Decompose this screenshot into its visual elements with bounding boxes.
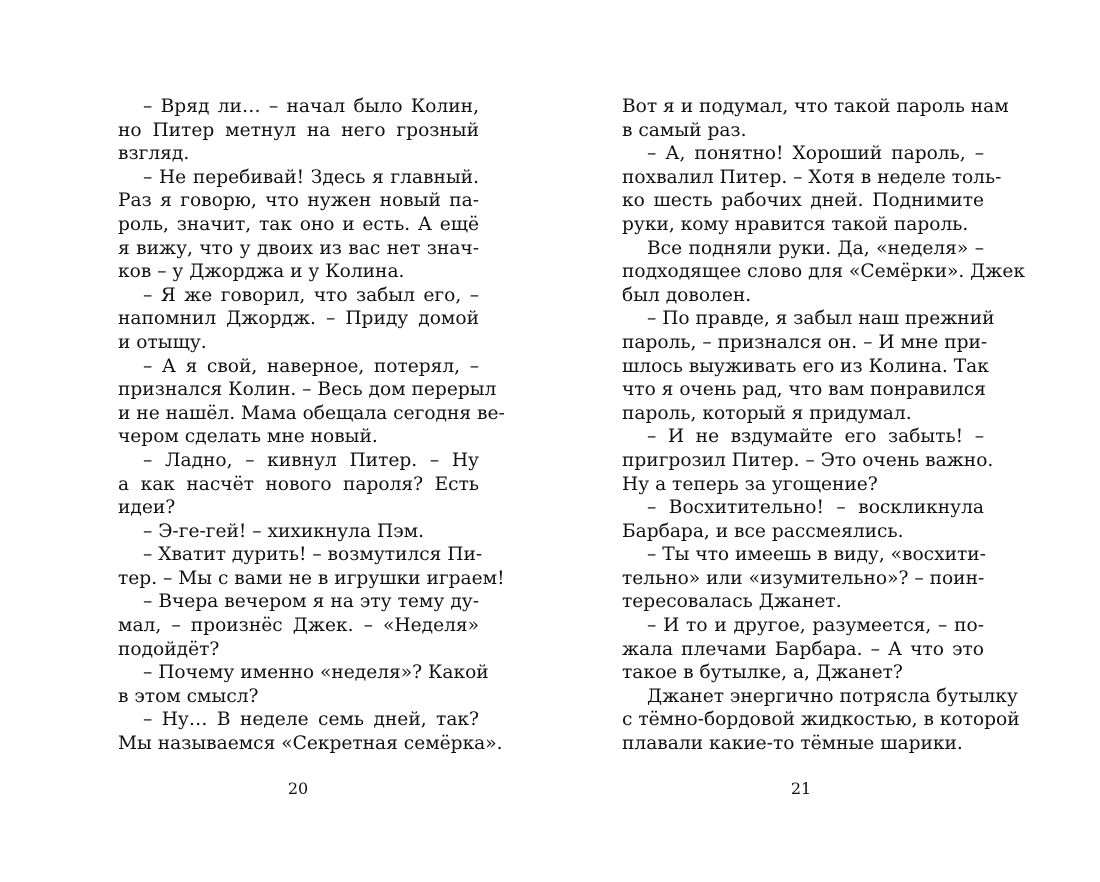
text-line: плавали какие-то тёмные шарики. bbox=[622, 733, 963, 755]
text-line: Мы называемся «Секретная семёрка». bbox=[118, 733, 503, 755]
text-line: подходящее слово для «Семёрки». Джек bbox=[622, 261, 1026, 283]
text-line: я вижу, что у двоих из вас нет знач- bbox=[118, 237, 479, 259]
text-line: в этом смысл? bbox=[118, 685, 259, 707]
text-line: жала плечами Барбара. – А что это bbox=[622, 638, 984, 660]
text-line: – Ладно, – кивнул Питер. – Ну bbox=[143, 449, 479, 471]
text-line: – Восхитительно! – воскликнула bbox=[647, 497, 984, 519]
text-line: чером сделать мне новый. bbox=[118, 426, 378, 448]
text-line: пригрозил Питер. – Это очень важно. bbox=[622, 449, 994, 471]
left-page-text bbox=[118, 95, 505, 756]
text-line: мал, – произнёс Джек. – «Неделя» bbox=[118, 615, 479, 637]
text-line: Раз я говорю, что нужен новый па- bbox=[118, 190, 479, 212]
text-line: – Ты что имеешь в виду, «восхити- bbox=[647, 544, 986, 566]
text-line: и отыщу. bbox=[118, 331, 207, 353]
text-line: роль, значит, так оно и есть. А ещё bbox=[118, 213, 479, 235]
text-line: шлось выуживать его из Колина. Так bbox=[622, 355, 989, 377]
text-line: с тёмно-бордовой жидкостью, в которой bbox=[622, 709, 1020, 731]
right-page-text bbox=[622, 95, 1026, 756]
text-line: – Ну… В неделе семь дней, так? bbox=[143, 709, 479, 731]
text-line: – И не вздумайте его забыть! – bbox=[647, 426, 984, 448]
text-line: тересовалась Джанет. bbox=[622, 591, 842, 613]
text-line: и не нашёл. Мама обещала сегодня ве- bbox=[118, 402, 505, 424]
left-page-number: 20 bbox=[287, 779, 309, 798]
text-line: подойдёт? bbox=[118, 638, 220, 660]
text-line: Все подняли руки. Да, «неделя» – bbox=[647, 237, 984, 259]
text-line: ков – у Джорджа и у Колина. bbox=[118, 261, 405, 283]
text-line: – Почему именно «неделя»? Какой bbox=[143, 662, 489, 684]
text-line: – Я же говорил, что забыл его, – bbox=[143, 284, 479, 306]
right-page-number: 21 bbox=[790, 779, 812, 798]
text-line: – А я свой, наверное, потерял, – bbox=[143, 355, 479, 377]
text-line: – Вряд ли… – начал было Колин, bbox=[143, 96, 479, 117]
text-line: но Питер метнул на него грозный bbox=[118, 119, 479, 141]
text-line: пароль, – признался он. – И мне при- bbox=[622, 331, 988, 353]
text-line: – Не перебивай! Здесь я главный. bbox=[143, 166, 479, 188]
text-line: тер. – Мы с вами не в игрушки играем! bbox=[118, 567, 505, 589]
text-line: Ну а теперь за угощение? bbox=[622, 473, 878, 495]
text-line: признался Колин. – Весь дом перерыл bbox=[118, 379, 497, 401]
text-line: в самый раз. bbox=[622, 119, 747, 141]
text-line: – А, понятно! Хороший пароль, – bbox=[647, 143, 984, 165]
text-line: напомнил Джордж. – Приду домой bbox=[118, 308, 479, 330]
text-line: похвалил Питер. – Хотя в неделе толь- bbox=[622, 166, 1002, 188]
text-line: такое в бутылке, а, Джанет? bbox=[622, 662, 903, 684]
text-line: ко шесть рабочих дней. Поднимите bbox=[622, 190, 984, 212]
text-line: был доволен. bbox=[622, 284, 752, 306]
text-line: руки, кому нравится такой пароль. bbox=[622, 213, 969, 235]
text-line: идеи? bbox=[118, 497, 176, 519]
text-line: Джанет энергично потрясла бутылку bbox=[647, 685, 1018, 707]
text-line: взгляд. bbox=[118, 143, 190, 165]
text-line: – По правде, я забыл наш прежний bbox=[647, 308, 995, 330]
text-line: пароль, который я придумал. bbox=[622, 402, 912, 424]
text-line: – Хватит дурить! – возмутился Пи- bbox=[143, 544, 483, 566]
text-line: – И то и другое, разумеется, – по- bbox=[647, 615, 984, 637]
text-line: тельно» или «изумительно»? – поин- bbox=[622, 567, 985, 589]
text-line: Вот я и подумал, что такой пароль нам bbox=[622, 96, 1009, 117]
text-line: Барбара, и все рассмеялись. bbox=[622, 520, 904, 542]
text-line: – Э-ге-гей! – хихикнула Пэм. bbox=[143, 520, 424, 542]
text-line: – Вчера вечером я на эту тему ду- bbox=[143, 591, 479, 613]
text-line: а как насчёт нового пароля? Есть bbox=[118, 473, 479, 495]
text-line: что я очень рад, что вам понравился bbox=[622, 379, 986, 401]
